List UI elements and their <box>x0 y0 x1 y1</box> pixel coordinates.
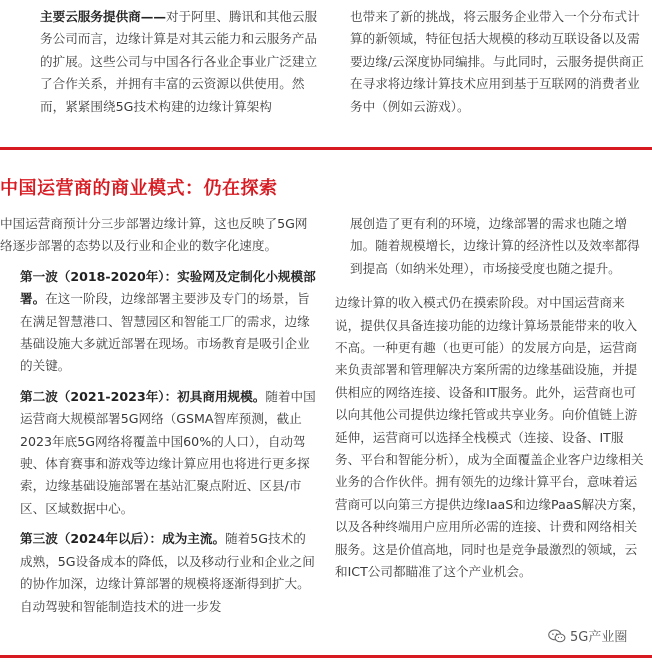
bullet-text: 对于阿里、腾讯和其他云服务公司而言，边缘计算是对其云能力和云服务产品的扩展。这些公司与中国各行各业企事业广泛建立了合作关系，并拥有丰富的云资源以供使用。然而，紧紧围绕5G技术构建的边缘计算架构 <box>40 9 318 114</box>
list-item <box>20 6 318 118</box>
section-divider-bottom <box>0 655 652 658</box>
bullet-text: 随着中国运营商大规模部署5G网络（GSMA智库预测，截止2023年底5G网络将覆盖中国60%的人口），自动驾驶、体育赛事和游戏等边缘计算应用也将进行更多探索，边缘基础设施部署在基站汇聚点附近、区县/市区、区域数据中心。 <box>20 388 316 516</box>
list-item <box>0 386 318 520</box>
intro-paragraph: 中国运营商预计分三步部署边缘计算，这也反映了5G网络逐步部署的态势以及行业和企业的数字化速度。 <box>0 216 308 254</box>
bullet-heading: 第二波（2021-2023年）：初具商用规模。 <box>20 388 266 404</box>
section-heading: 中国运营商的商业模式：仍在探索 <box>0 178 278 199</box>
bullet-text: 随着5G技术的成熟，5G设备成本的降低，以及移动行业和企业之间的协作加深，边缘计算部署的规模将逐渐得到扩大。自动驾驶和智能制造技术的进一步发 <box>20 531 315 614</box>
bullet-heading: 主要云服务提供商—— <box>40 9 166 24</box>
watermark <box>548 626 627 645</box>
top-right-column <box>350 6 645 118</box>
bullet-heading: 第三波（2024年以后）：成为主流。 <box>20 531 226 547</box>
paragraph: 边缘计算的收入模式仍在摸索阶段。对中国运营商来说，提供仅具备连接功能的边缘计算场景能带来的收入不高。一种更有趣（也更可能）的发展方向是，运营商来负责部署和管理解决方案所需的边缘基础设施，并提供相应的网络连接、设备和IT服务。此外，运营商也可以向其他公司提供边缘托管或共享业务。向价值链上游延伸，运营商可以选择全栈模式（连接、设备、IT服务、平台和智能分析），成为全面覆盖企业客户边缘相关业务的合作伙伴。拥有领先的边缘计算平台，意味着运营商可以向第三方提供边缘IaaS和边缘PaaS解决方案，以及各种终端用户应用所必需的连接、计费和网络相关服务。这是价值高地，同时也是竞争最激烈的领域，云和ICT公司都瞄准了这个产业机会。 <box>335 295 645 580</box>
paragraph: 也带来了新的挑战，将云服务企业带入一个分布式计算的新领域，特征包括大规模的移动互联设备以及需要边缘/云深度协同编排。与此同时，云服务提供商正在寻求将边缘计算技术应用到基于互联网的消费者业务中（例如云游戏）。 <box>350 9 644 114</box>
right-column <box>335 213 647 584</box>
list-item <box>0 266 318 378</box>
top-left-column <box>20 6 318 118</box>
continuation-paragraph: 展创造了更有利的环境，边缘部署的需求也随之增加。随着规模增长，边缘计算的经济性以及效率都得到提高（如纳米处理），市场接受度也随之提升。 <box>350 216 640 276</box>
watermark-text: 5G产业圈 <box>570 630 628 645</box>
bullet-heading: 第一波（2018-2020年）：实验网及定制化小规模部署。 <box>20 268 316 307</box>
wechat-icon <box>548 629 566 643</box>
section-divider-top <box>0 147 652 150</box>
left-column <box>0 213 318 618</box>
list-item <box>0 528 318 618</box>
bullet-text: 在这一阶段，边缘部署主要涉及专门的场景，旨在满足智慧港口、智慧园区和智能工厂的需求，边缘基础设施大多就近部署在现场。市场教育是吸引企业的关键。 <box>20 291 310 374</box>
